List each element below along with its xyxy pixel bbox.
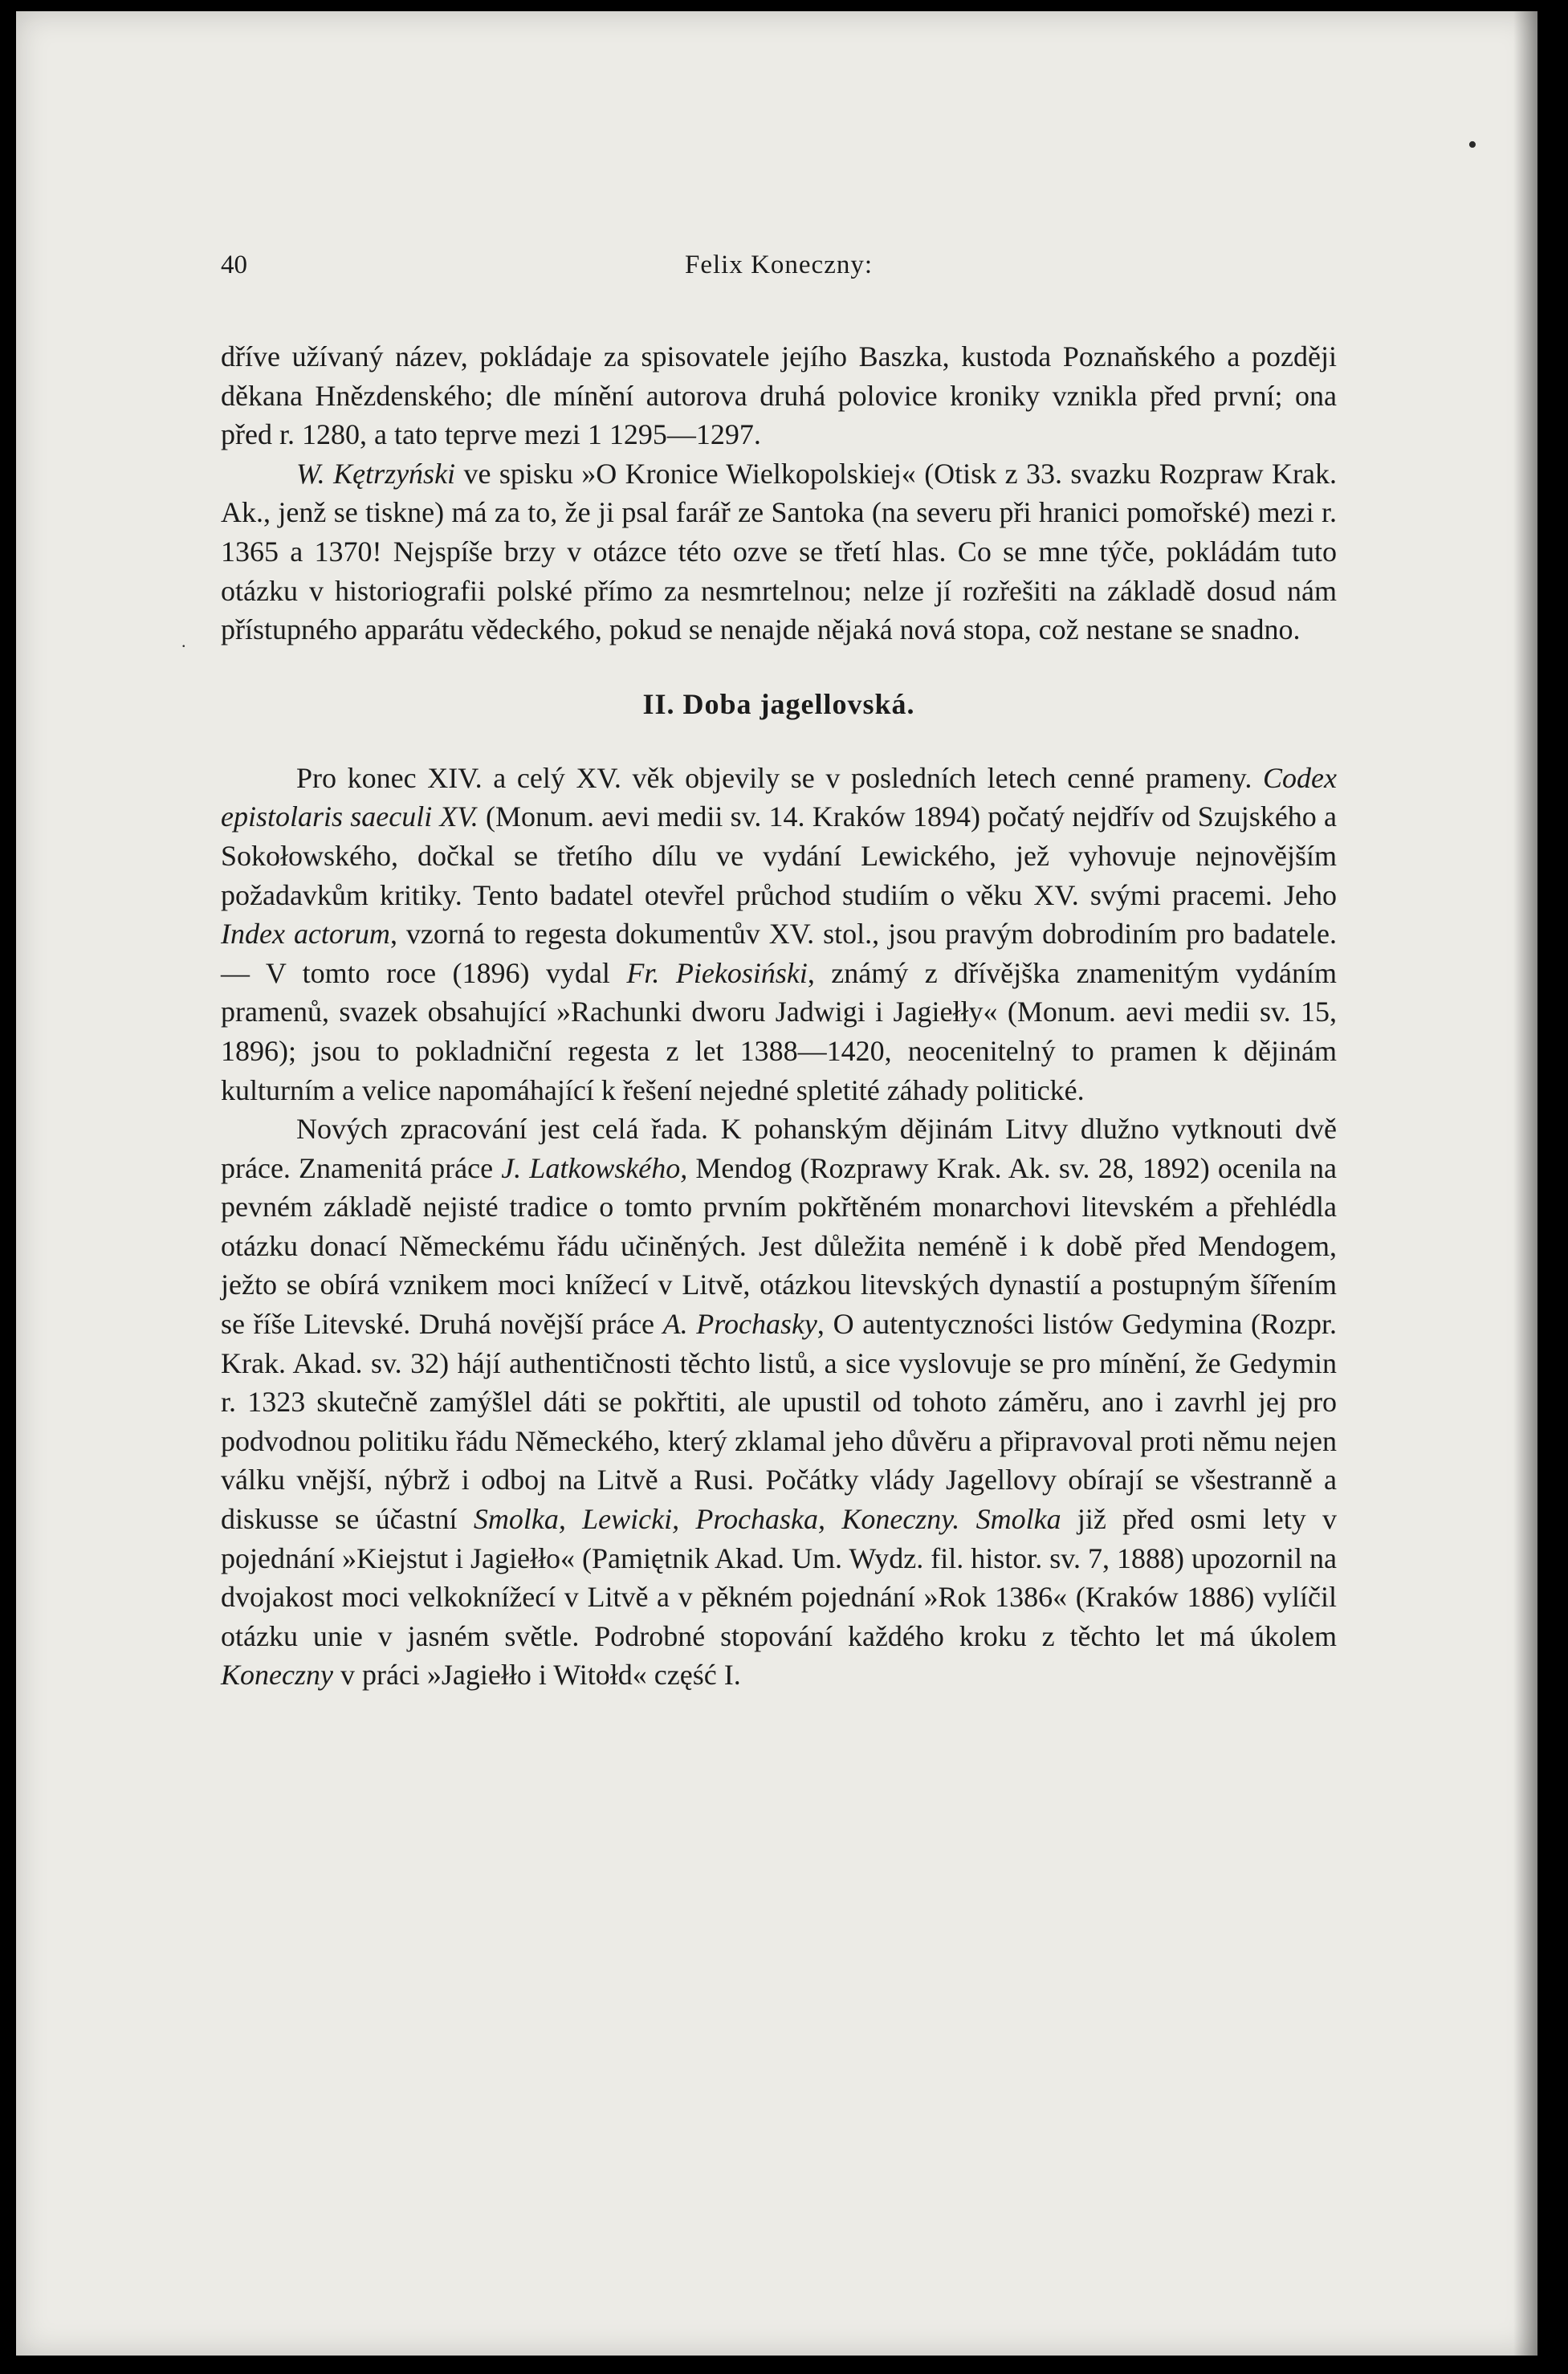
page-text-block [221,250,1337,1695]
page-header [221,250,1337,299]
page-number: 40 [221,250,247,279]
text-run: již před osmi lety v pojednání »Kiejstut i Jagiełło« (Pamiętnik Akad. Um. Wydz. fil. histor. sv. 7, 1888) upozornil na dvojakost moci velkoknížecí v Litvě a v pěkném pojednání »Rok 1386« (Kraków 1886) vylíčil otázku unie v jasném světle. Podrobné stopování každého kroku z těchto let má úkolem [221,1503,1338,1652]
paragraph [221,1110,1337,1695]
book-page [16,11,1537,2356]
text-run: dříve užívaný název, pokládaje za spisovatele jejího Baszka, kustoda Poznaňského a později děkana Hnězdenského; dle mínění autorova druhá polovice kroniky vznikla před první; ona před r. 1280, a tato teprve mezi 1 1295—1297. [221,340,1337,451]
text-run: , vzorná to regesta dokumentův XV. stol., jsou pravým dobrodiním pro badatele. — V tomto roce (1896) vydal [221,918,1337,989]
author-name: J. Latkowského, [501,1151,688,1184]
paragraph [221,337,1337,454]
author-name: Koneczny [221,1659,333,1692]
speck-mark: . [181,631,186,651]
paragraph [221,759,1337,1110]
text-run: , O autentyczności listów Gedymina (Rozpr. Krak. Akad. sv. 32) hájí authentičnosti těchto listů, a sice vyslovuje se pro mínění, že Gedymin r. 1323 skutečně zamýšlel dáti se pokřtiti, ale upustil od tohoto záměru, ano i zavrhl jej pro podvodnou politiku řádu Německého, který zklamal jeho důvěru a připravoval proti němu nejen válku vnější, nýbrž i odboj na Litvě a Rusi. Počátky vlády Jagellovy obírají se všestranně a diskusse se účastní [221,1308,1337,1536]
author-name: Fr. Piekosiński [626,956,808,989]
work-title: Index actorum [221,918,390,951]
author-name: A. Prochasky [662,1308,817,1341]
text-run: , známý z dřívějška znamenitým vydáním pramenů, svazek obsahující »Rachunki dworu Jadwigi i Jagiełły« (Monum. aevi medii sv. 15, 1896); jsou to pokladniční regesta z let 1388—1420, neocenitelný to pramen k dějinám kulturním a velice napomáhající k řešení nejedné spletité záhady politické. [221,956,1337,1106]
author-name: W. Kętrzyński [296,457,456,490]
work-title: Codex epistolaris saeculi XV. [221,761,1337,833]
paragraph [221,454,1337,649]
speck-mark: • [1468,130,1477,160]
text-run: ve spisku »O Kronice Wielkopolskiej« (Otisk z 33. svazku Rozpraw Krak. Ak., jenž se tiskne) má za to, že ji psal farář ze Santoka (na severu při hranici pomořské) mezi r. 1365 a 1370! Nejspíše brzy v otázce této ozve se třetí hlas. Co se mne týče, pokládám tuto otázku v historiografii polské přímo za nesmrtelnou; nelze jí rozřešiti na základě dosud nám přístupného apparátu vědeckého, pokud se nenajde nějaká nová stopa, což nestane se snadno. [221,457,1338,646]
text-run: (Monum. aevi medii sv. 14. Kraków 1894) počatý nejdřív od Szujského a Sokołowského, dočkal se třetího dílu ve vydání Lewického, jež vyhovuje nejnovějším požadavkům kritiky. Tento badatel otevřel průchod studiím o věku XV. svými pracemi. Jeho [221,800,1338,911]
body-text [221,337,1337,1695]
running-head: Felix Koneczny: [684,250,874,279]
page-edge-shadow [1513,11,1537,2356]
author-names: Smolka, Lewicki, Prochaska, Koneczny. Smolka [473,1503,1061,1536]
text-run: Pro konec XIV. a celý XV. věk objevily se v posledních letech cenné prameny. [296,761,1264,794]
text-run: Mendog (Rozprawy Krak. Ak. sv. 28, 1892) ocenila na pevném základě nejisté tradice o tomto prvním pokřtěném monarchovi litevském a přehlédla otázku donací Německému řádu učiněných. Jest důležita neméně i k době před Mendogem, ježto se obírá vznikem moci knížecí v Litvě, otázkou litevských dynastií a postupným šířením se říše Litevské. Druhá novější práce [221,1151,1337,1341]
text-run: Nových zpracování jest celá řada. K pohanským dějinám Litvy dlužno vytknouti dvě práce. Znamenitá práce [221,1113,1337,1184]
section-heading: II. Doba jagellovská. [642,687,915,720]
text-run: v práci »Jagiełło i Witołd« część I. [332,1659,741,1692]
